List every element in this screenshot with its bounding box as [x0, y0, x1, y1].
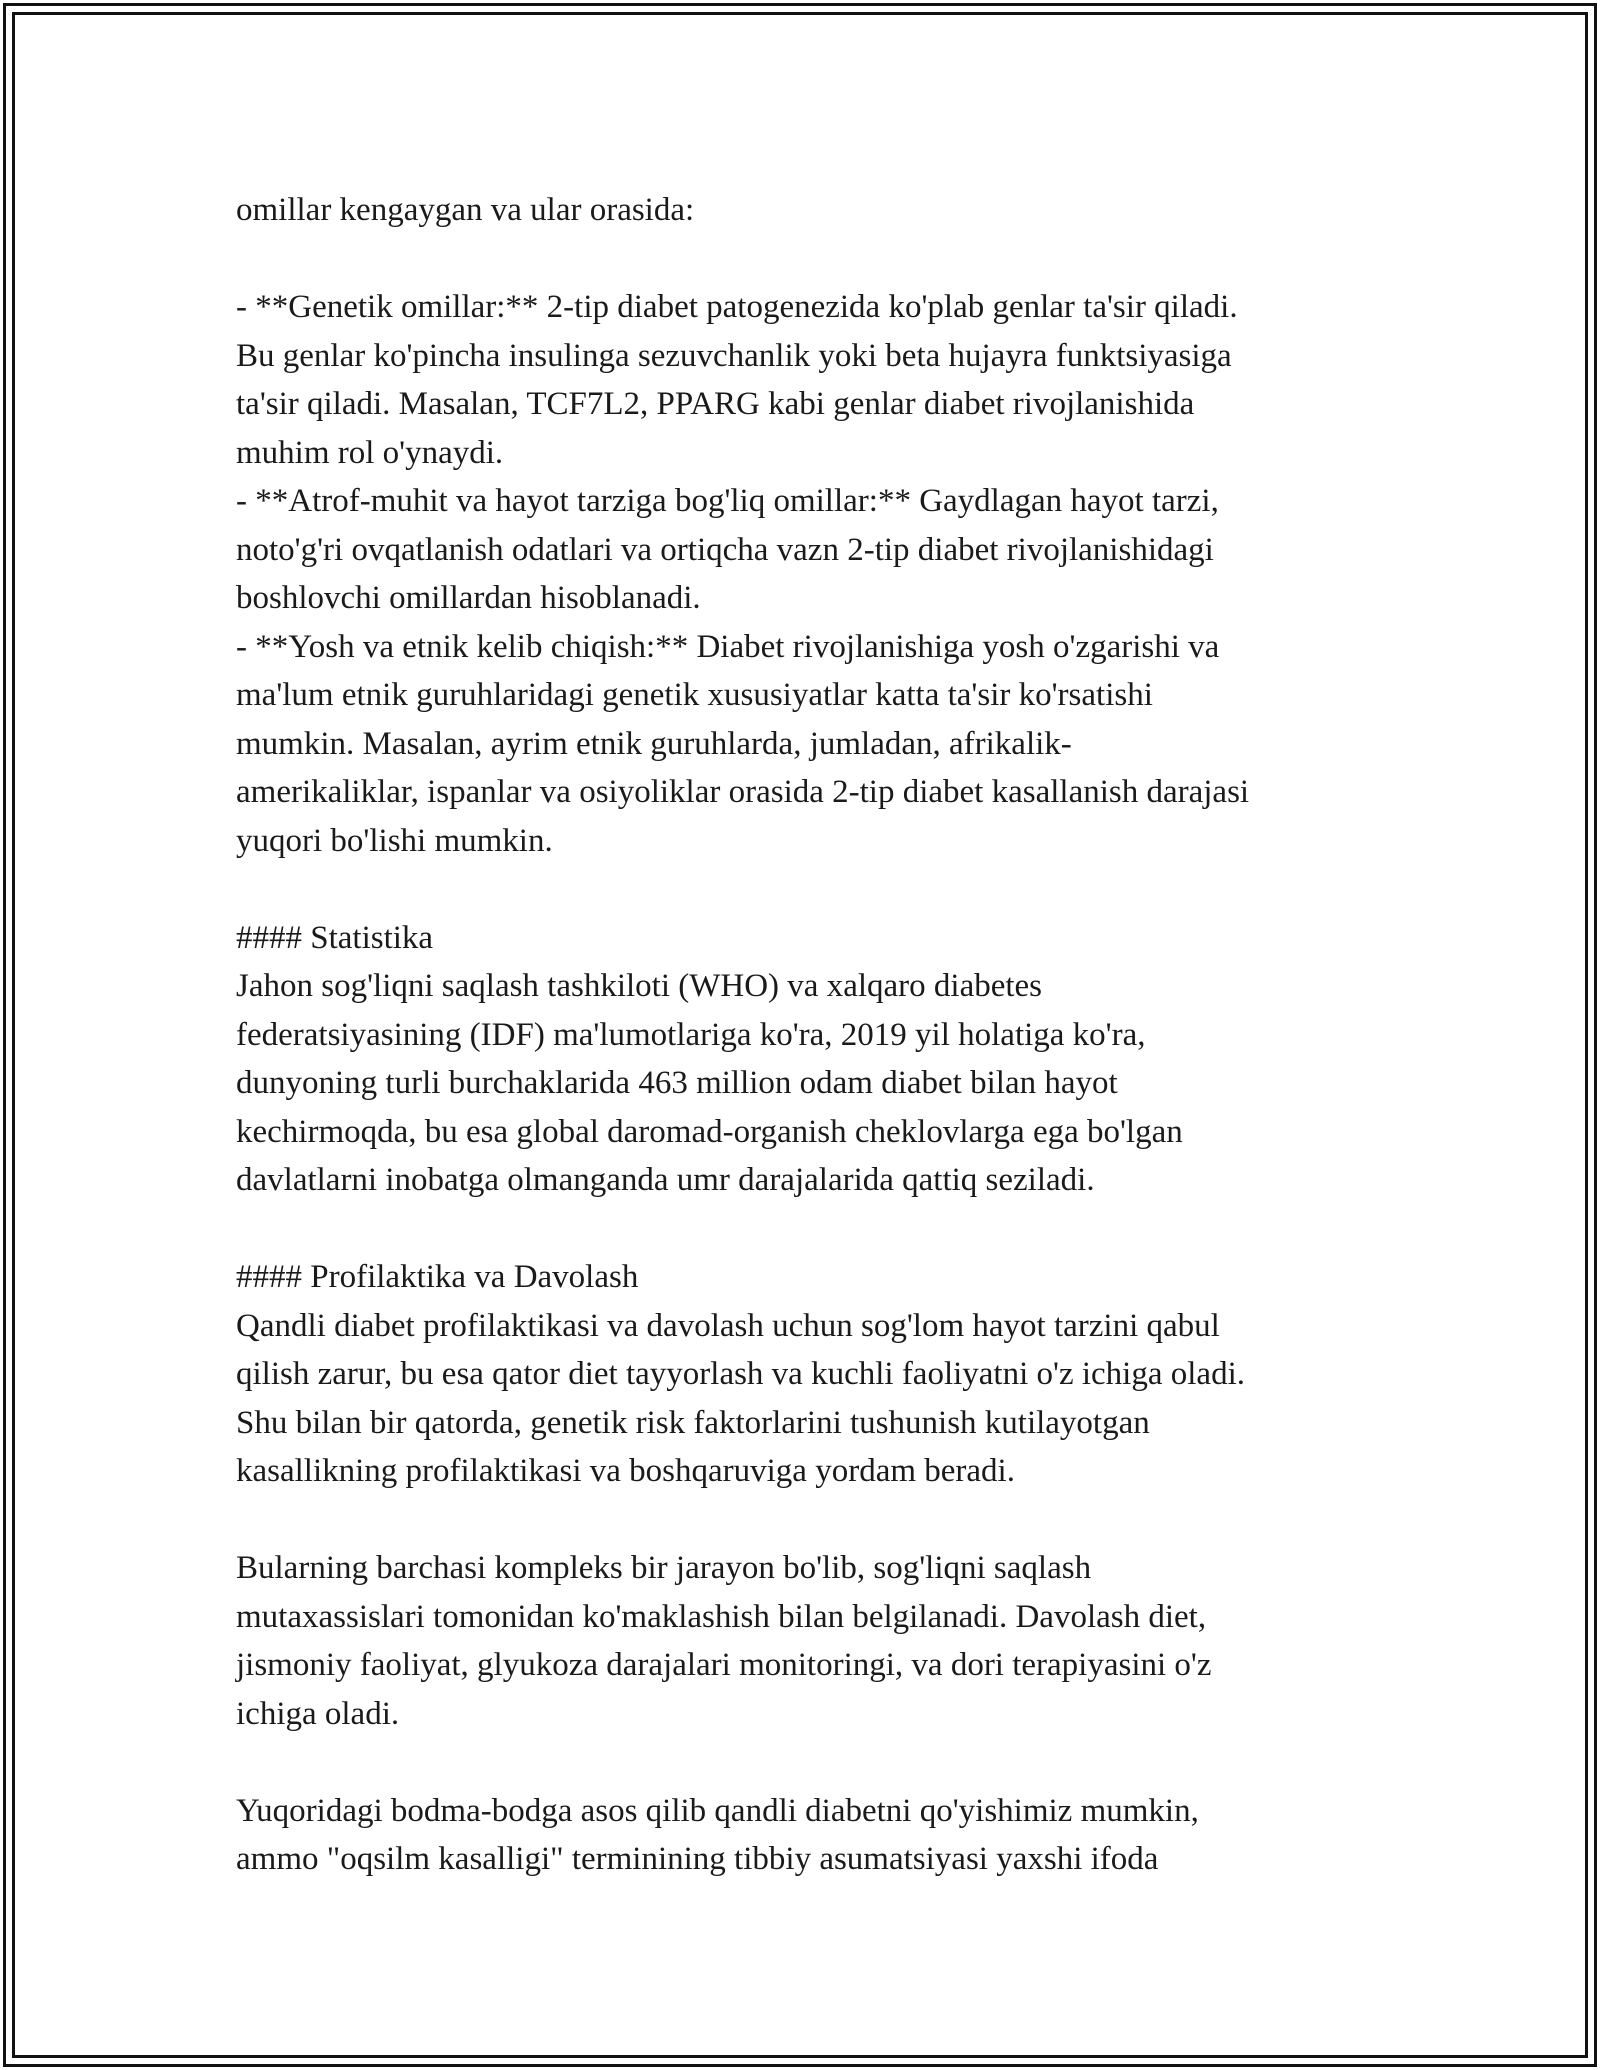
section-heading: #### Statistika [236, 919, 434, 956]
list-item-line: muhim rol o'ynaydi. [236, 434, 504, 471]
list-item-line: amerikaliklar, ispanlar va osiyoliklar orasida 2-tip diabet kasallanish darajasi [236, 774, 1250, 810]
paragraph-line: Shu bilan bir qatorda, genetik risk faktorlarini tushunish kutilayotgan [236, 1404, 1150, 1441]
section-statistics [236, 914, 1396, 1205]
paragraph-line: Bularning barchasi kompleks bir jarayon bo'lib, sog'liqni saqlash [236, 1550, 1092, 1586]
list-item-genetic [236, 283, 1396, 477]
section-prevention [236, 1253, 1396, 1496]
list-item-line: yuqori bo'lishi mumkin. [236, 822, 553, 859]
list-item-line: - **Genetik omillar:** 2-tip diabet patogenezida ko'plab genlar ta'sir qiladi. [236, 289, 1238, 325]
list-item-line: boshlovchi omillardan hisoblanadi. [236, 580, 701, 616]
paragraph-line: federatsiyasining (IDF) ma'lumotlariga ko'ra, 2019 yil holatiga ko'ra, [236, 1016, 1146, 1053]
document-body [236, 186, 1396, 1884]
blank-line [236, 1496, 1396, 1545]
paragraph-line: davlatlarni inobatga olmanganda umr darajalarida qattiq seziladi. [236, 1162, 1095, 1198]
paragraph-line: ammo "oqsilm kasalligi" terminining tibbiy asumatsiyasi yaxshi ifoda [236, 1841, 1159, 1877]
blank-line [236, 1738, 1396, 1787]
paragraph-line: ichiga oladi. [236, 1695, 400, 1732]
list-item-line: ma'lum etnik guruhlaridagi genetik xususiyatlar katta ta'sir ko'rsatishi [236, 677, 1153, 713]
section-heading: #### Profilaktika va Davolash [236, 1259, 639, 1295]
paragraph-line: dunyoning turli burchaklarida 463 million odam diabet bilan hayot [236, 1065, 1118, 1101]
list-item-line: ta'sir qiladi. Masalan, TCF7L2, PPARG kabi genlar diabet rivojlanishida [236, 386, 1195, 422]
list-item-line: - **Yosh va etnik kelib chiqish:** Diabet rivojlanishiga yosh o'zgarishi va [236, 628, 1220, 665]
list-item-line: noto'g'ri ovqatlanish odatlari va ortiqcha vazn 2-tip diabet rivojlanishidagi [236, 531, 1214, 568]
paragraph-line: jismoniy faoliyat, glyukoza darajalari monitoringi, va dori terapiyasini o'z [236, 1647, 1212, 1683]
list-item-age-ethnicity [236, 623, 1396, 866]
paragraph-line: Qandli diabet profilaktikasi va davolash uchun sog'lom hayot tarzini qabul [236, 1307, 1220, 1344]
blank-line [236, 235, 1396, 284]
blank-line [236, 1205, 1396, 1254]
paragraph-line: Jahon sog'liqni saqlash tashkiloti (WHO) va xalqaro diabetes [236, 968, 1043, 1004]
paragraph-final [236, 1787, 1396, 1884]
blank-line [236, 865, 1396, 914]
paragraph-line: Yuqoridagi bodma-bodga asos qilib qandli diabetni qo'yishimiz mumkin, [236, 1792, 1199, 1829]
intro-line: omillar kengaygan va ular orasida: [236, 192, 695, 228]
paragraph-line: kasallikning profilaktikasi va boshqaruviga yordam beradi. [236, 1453, 1015, 1489]
list-item-line: Bu genlar ko'pincha insulinga sezuvchanlik yoki beta hujayra funktsiyasiga [236, 337, 1232, 374]
paragraph-line: qilish zarur, bu esa qator diet tayyorlash va kuchli faoliyatni o'z ichiga oladi. [236, 1356, 1245, 1392]
paragraph-complex [236, 1544, 1396, 1738]
paragraph-line: mutaxassislari tomonidan ko'maklashish bilan belgilanadi. Davolash diet, [236, 1598, 1207, 1635]
list-item-environment [236, 477, 1396, 623]
paragraph-line: kechirmoqda, bu esa global daromad-organish cheklovlarga ega bo'lgan [236, 1113, 1183, 1150]
list-item-line: mumkin. Masalan, ayrim etnik guruhlarda, jumladan, afrikalik- [236, 725, 1072, 762]
list-item-line: - **Atrof-muhit va hayot tarziga bog'liq omillar:** Gaydlagan hayot tarzi, [236, 483, 1219, 519]
